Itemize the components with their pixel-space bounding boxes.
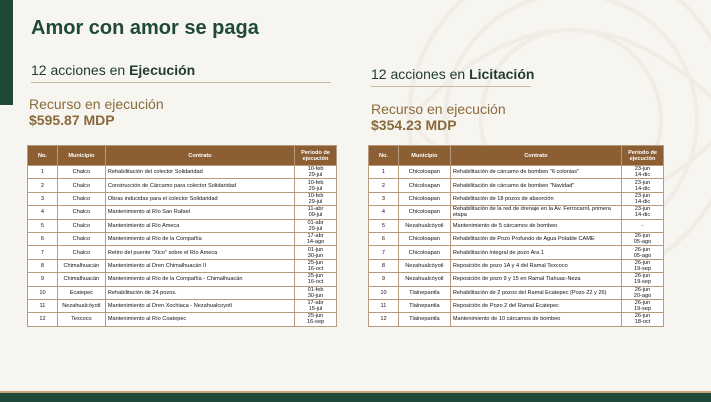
cell-contrato: Construcción de Cárcamo para colector Solidaridad bbox=[105, 179, 294, 192]
cell-contrato: Mantenimiento al Dren Chimalhuacán II bbox=[105, 259, 294, 272]
cell-contrato: Reposición de Pozo 2 del Ramal Ecatepec bbox=[450, 299, 621, 312]
cell-municipio: Chalco bbox=[57, 246, 105, 259]
cell-no: 2 bbox=[28, 179, 58, 192]
cell-periodo bbox=[622, 246, 664, 259]
cell-periodo bbox=[295, 273, 337, 286]
cell-contrato: Retiro del puente "Xico" sobre el Río Ameca bbox=[105, 246, 294, 259]
left-heading-divider bbox=[31, 82, 331, 83]
cell-no: 12 bbox=[28, 313, 58, 326]
cell-periodo bbox=[622, 273, 664, 286]
cell-no: 2 bbox=[369, 179, 399, 192]
cell-municipio: Nezahualcóyotl bbox=[398, 259, 450, 272]
cell-contrato: Rehabilitación del colector Solidaridad bbox=[105, 166, 294, 179]
table-row bbox=[369, 219, 664, 232]
cell-periodo bbox=[622, 219, 664, 232]
table-row bbox=[369, 299, 664, 312]
periodo-start: 25-jun bbox=[307, 259, 324, 266]
cell-municipio: Chalco bbox=[57, 192, 105, 205]
cell-periodo bbox=[295, 192, 337, 205]
periodo-end: 29-jul bbox=[308, 172, 323, 179]
periodo-start: 25-jun bbox=[307, 273, 324, 280]
periodo-end: 30-jun bbox=[307, 252, 324, 259]
cell-no: 3 bbox=[369, 192, 399, 205]
cell-periodo bbox=[622, 313, 664, 326]
periodo-end: 29-jul bbox=[308, 198, 323, 205]
cell-no: 1 bbox=[28, 166, 58, 179]
cell-no: 10 bbox=[28, 286, 58, 299]
periodo-start: 23-jun bbox=[634, 179, 651, 186]
table-row bbox=[369, 246, 664, 259]
table-row bbox=[28, 219, 337, 232]
periodo-end: 14-dic bbox=[634, 172, 651, 179]
table-row bbox=[369, 273, 664, 286]
cell-no: 10 bbox=[369, 286, 399, 299]
cell-contrato: Mantenimiento de 10 cárcamos de bombeo bbox=[450, 313, 621, 326]
table-row bbox=[369, 232, 664, 245]
periodo-start: 01-abr bbox=[307, 219, 324, 226]
table-row bbox=[369, 166, 664, 179]
cell-contrato: Rehabilitación de cárcamo de bombeo "6 colonias" bbox=[450, 166, 621, 179]
col-header-contrato: Contrato bbox=[450, 146, 621, 166]
periodo-start: 26-jun bbox=[634, 246, 651, 253]
cell-periodo bbox=[295, 232, 337, 245]
left-section-heading: 12 acciones en Ejecución bbox=[31, 62, 196, 78]
cell-no: 3 bbox=[28, 192, 58, 205]
cell-contrato: Mantenimiento al Río de la Compañía - Chimalhuacán bbox=[105, 273, 294, 286]
table-row bbox=[28, 179, 337, 192]
cell-no: 8 bbox=[369, 259, 399, 272]
cell-periodo bbox=[622, 179, 664, 192]
cell-no: 7 bbox=[369, 246, 399, 259]
periodo-start: 26-jun bbox=[634, 273, 651, 280]
periodo-end: 16-oct bbox=[307, 279, 324, 286]
cell-periodo bbox=[622, 206, 664, 219]
cell-contrato: Reposición de pozo 1A y 4 del Ramal Texcoco bbox=[450, 259, 621, 272]
ejecucion-table bbox=[27, 145, 337, 327]
cell-municipio: Chalco bbox=[57, 219, 105, 232]
cell-municipio: Chicoloapan bbox=[398, 166, 450, 179]
cell-municipio: Texcoco bbox=[57, 313, 105, 326]
periodo-start: - bbox=[641, 222, 644, 229]
table-row bbox=[28, 313, 337, 326]
periodo-start: 10-feb bbox=[307, 179, 324, 186]
cell-municipio: Chicoloapan bbox=[398, 206, 450, 219]
periodo-end: 14-dic bbox=[634, 212, 651, 219]
cell-periodo bbox=[295, 299, 337, 312]
cell-municipio: Chalco bbox=[57, 166, 105, 179]
table-row bbox=[369, 179, 664, 192]
cell-contrato: Mantenimiento al Río San Rafael bbox=[105, 206, 294, 219]
cell-municipio: Chicoloapan bbox=[398, 179, 450, 192]
cell-no: 11 bbox=[28, 299, 58, 312]
col-header-no: No. bbox=[28, 146, 58, 166]
periodo-start: 26-jun bbox=[634, 233, 651, 240]
cell-no: 5 bbox=[28, 219, 58, 232]
cell-periodo bbox=[622, 259, 664, 272]
cell-contrato: Rehabilitación de 2 pozos del Ramal Ecatepec (Pozo 22 y 26) bbox=[450, 286, 621, 299]
periodo-start: 26-jun bbox=[634, 313, 651, 320]
cell-municipio: Chalco bbox=[57, 232, 105, 245]
bottom-accent-bar bbox=[0, 393, 711, 402]
cell-no: 8 bbox=[28, 259, 58, 272]
right-section-heading: 12 acciones en Licitación bbox=[371, 66, 535, 82]
cell-no: 6 bbox=[28, 232, 58, 245]
table-row bbox=[369, 259, 664, 272]
periodo-start: 23-jun bbox=[634, 206, 651, 213]
cell-contrato: Mantenimiento al Dren Xochiaca - Nezahualcoyotl bbox=[105, 299, 294, 312]
table-row bbox=[369, 286, 664, 299]
cell-municipio: Tlalnepantla bbox=[398, 299, 450, 312]
table-row bbox=[28, 299, 337, 312]
periodo-start: 10-feb bbox=[307, 192, 324, 199]
cell-periodo bbox=[295, 313, 337, 326]
left-recurso: Recurso en ejecución $595.87 MDP bbox=[29, 96, 164, 128]
col-header-municipio: Municipio bbox=[398, 146, 450, 166]
cell-contrato: Rehabilitación de 24 pozos. bbox=[105, 286, 294, 299]
table-row bbox=[28, 232, 337, 245]
periodo-end: 19-sep bbox=[633, 279, 652, 286]
periodo-start: 23-jun bbox=[634, 192, 651, 199]
periodo-start: 17-abr bbox=[307, 233, 324, 240]
col-header-contrato: Contrato bbox=[105, 146, 294, 166]
page-title: Amor con amor se paga bbox=[31, 17, 259, 39]
periodo-end: 29-jul bbox=[308, 185, 323, 192]
cell-municipio: Chicoloapan bbox=[398, 246, 450, 259]
cell-periodo bbox=[622, 192, 664, 205]
cell-municipio: Tlalnepantla bbox=[398, 286, 450, 299]
cell-contrato: Obras inducidas para el colector Solidaridad bbox=[105, 192, 294, 205]
col-header-periodo: Periodo de ejecución bbox=[622, 146, 664, 166]
right-heading-divider bbox=[371, 86, 531, 87]
cell-no: 5 bbox=[369, 219, 399, 232]
cell-contrato: Rehabilitación integral de pozo Ara 1 bbox=[450, 246, 621, 259]
table-row bbox=[28, 273, 337, 286]
periodo-end: 09-jul bbox=[308, 212, 323, 219]
cell-municipio: Chalco bbox=[57, 179, 105, 192]
table-row bbox=[28, 206, 337, 219]
periodo-start: 17-abr bbox=[307, 300, 324, 307]
periodo-end: 16-sep bbox=[306, 319, 325, 326]
cell-municipio: Chicoloapan bbox=[398, 232, 450, 245]
periodo-end: 14-dic bbox=[634, 185, 651, 192]
table-row bbox=[28, 166, 337, 179]
cell-no: 6 bbox=[369, 232, 399, 245]
cell-no: 11 bbox=[369, 299, 399, 312]
cell-periodo bbox=[295, 286, 337, 299]
cell-contrato: Mantenimiento de 5 cárcamos de bombeo bbox=[450, 219, 621, 232]
cell-no: 9 bbox=[369, 273, 399, 286]
cell-periodo bbox=[622, 166, 664, 179]
right-recurso: Recurso en ejecución $354.23 MDP bbox=[371, 101, 506, 133]
periodo-start: 23-jun bbox=[634, 166, 651, 173]
cell-contrato: Rehabilitación de la red de drenaje en la Av. Ferrocarril, primera etapa bbox=[450, 206, 621, 219]
cell-periodo bbox=[622, 232, 664, 245]
cell-periodo bbox=[295, 259, 337, 272]
cell-municipio: Tlalnepantla bbox=[398, 313, 450, 326]
cell-contrato: Mantenimiento al Río Ameca bbox=[105, 219, 294, 232]
cell-no: 7 bbox=[28, 246, 58, 259]
cell-contrato: Mantenimiento al Río de la Compañía bbox=[105, 232, 294, 245]
periodo-start: 11-abr bbox=[307, 206, 324, 213]
periodo-end: 16-oct bbox=[307, 265, 324, 272]
cell-municipio: Chimalhuacán bbox=[57, 259, 105, 272]
cell-periodo bbox=[295, 246, 337, 259]
periodo-end: 19-sep bbox=[633, 306, 652, 313]
periodo-start: 26-jun bbox=[634, 259, 651, 266]
table-row bbox=[369, 192, 664, 205]
periodo-end: 14-dic bbox=[634, 198, 651, 205]
cell-periodo bbox=[295, 179, 337, 192]
cell-periodo bbox=[295, 219, 337, 232]
cell-contrato: Rehabilitación de cárcamo de bombeo "Navidad" bbox=[450, 179, 621, 192]
cell-periodo bbox=[295, 166, 337, 179]
periodo-start: 25-jun bbox=[307, 313, 324, 320]
col-header-municipio: Municipio bbox=[57, 146, 105, 166]
periodo-end: 20-ago bbox=[633, 292, 652, 299]
periodo-end: 30-jun bbox=[307, 292, 324, 299]
cell-periodo bbox=[622, 299, 664, 312]
periodo-end: 05-ago bbox=[633, 239, 652, 246]
col-header-periodo: Periodo de ejecución bbox=[295, 146, 337, 166]
periodo-start: 01-jun bbox=[307, 246, 324, 253]
table-row bbox=[28, 286, 337, 299]
licitacion-table bbox=[368, 145, 664, 327]
cell-municipio: Nezahualcóyotl bbox=[398, 273, 450, 286]
periodo-start: 01-feb bbox=[307, 286, 324, 293]
cell-contrato: Rehabilitación de 18 pozos de absorción bbox=[450, 192, 621, 205]
cell-municipio: Ecatepec bbox=[57, 286, 105, 299]
cell-contrato: Reposición de pozo 9 y 15 en Ramal Tlahuac-Neza bbox=[450, 273, 621, 286]
periodo-end: 29-jul bbox=[308, 225, 323, 232]
cell-no: 4 bbox=[28, 206, 58, 219]
table-row bbox=[369, 313, 664, 326]
col-header-no: No. bbox=[369, 146, 399, 166]
cell-contrato: Mantenimiento al Río Coatepec bbox=[105, 313, 294, 326]
periodo-start: 26-jun bbox=[634, 286, 651, 293]
cell-no: 1 bbox=[369, 166, 399, 179]
cell-municipio: Nezahualcóyotl bbox=[398, 219, 450, 232]
table-row bbox=[369, 206, 664, 219]
periodo-end: 15-jul bbox=[308, 306, 323, 313]
periodo-start: 26-jun bbox=[634, 300, 651, 307]
cell-periodo bbox=[295, 206, 337, 219]
table-row bbox=[28, 259, 337, 272]
periodo-end: 14-ago bbox=[306, 239, 325, 246]
cell-no: 12 bbox=[369, 313, 399, 326]
cell-no: 9 bbox=[28, 273, 58, 286]
periodo-end: 19-sep bbox=[633, 265, 652, 272]
table-row bbox=[28, 246, 337, 259]
cell-municipio: Chicoloapan bbox=[398, 192, 450, 205]
left-accent-bar bbox=[0, 0, 13, 105]
cell-municipio: Nezahualcóyotl bbox=[57, 299, 105, 312]
cell-municipio: Chalco bbox=[57, 206, 105, 219]
cell-contrato: Rehabilitación de Pozo Profundo de Agua Potable CAME bbox=[450, 232, 621, 245]
cell-periodo bbox=[622, 286, 664, 299]
periodo-end: 18-oct bbox=[634, 319, 651, 326]
periodo-start: 10-feb bbox=[307, 166, 324, 173]
periodo-end: 05-ago bbox=[633, 252, 652, 259]
cell-no: 4 bbox=[369, 206, 399, 219]
cell-municipio: Chimalhuacán bbox=[57, 273, 105, 286]
table-row bbox=[28, 192, 337, 205]
